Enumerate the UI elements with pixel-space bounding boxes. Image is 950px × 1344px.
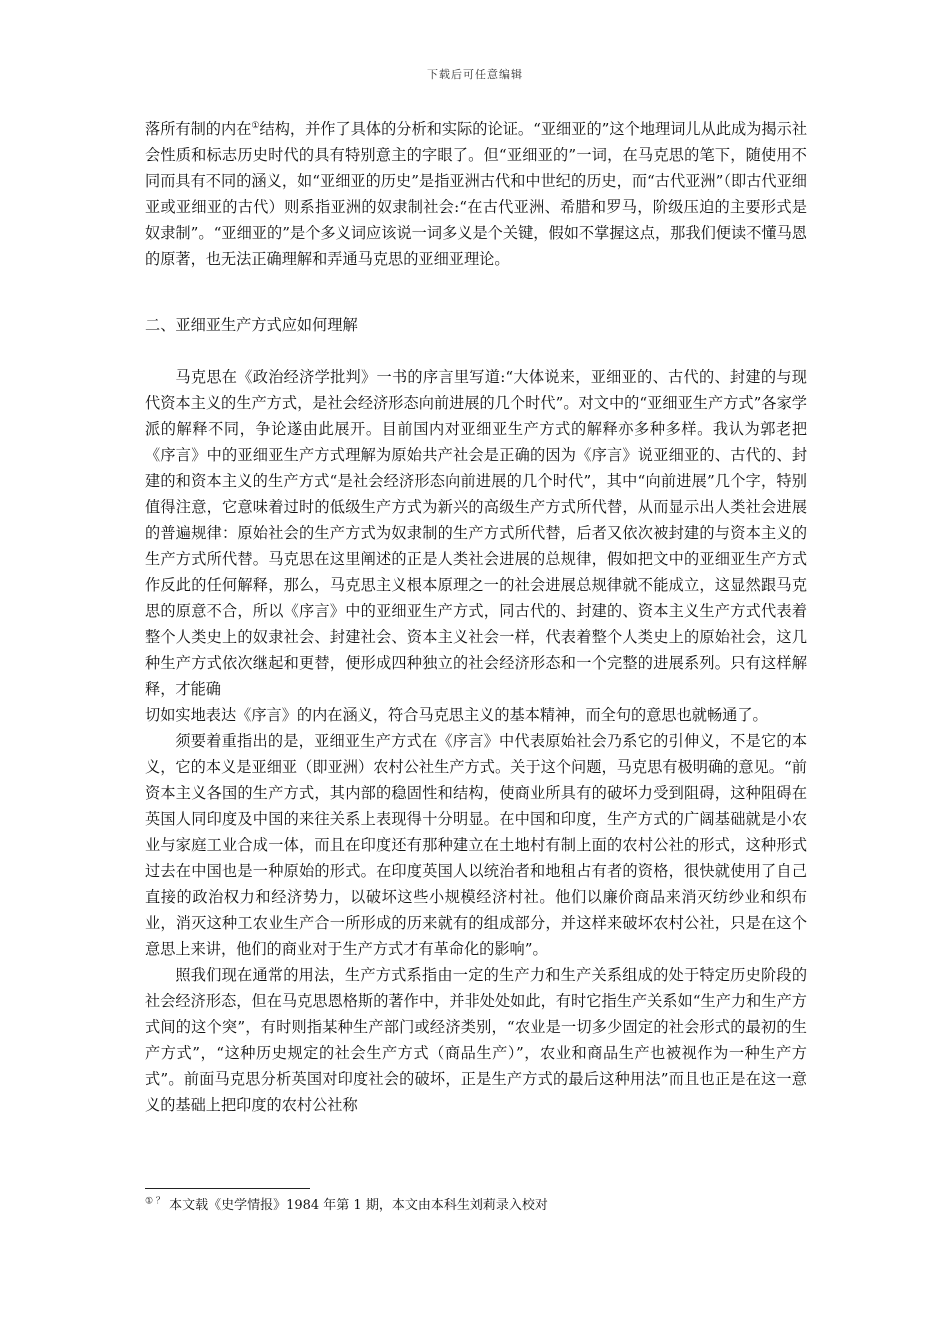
- paragraph-1-start: 落所有制的内在: [145, 120, 252, 138]
- section-body: [145, 364, 807, 1118]
- section-heading: 二、亚细亚生产方式应如何理解: [145, 316, 358, 334]
- paragraph-2-continuation: 切如实地表达《序言》的内在涵义，符合马克思主义的基本精神，而全句的意思也就畅通了。: [145, 706, 768, 724]
- footnote-divider: [145, 1188, 310, 1189]
- paragraph-2: 马克思在《政治经济学批判》一书的序言里写道:“大体说来，亚细亚的、古代的、封建的与现代资本主义的生产方式，是社会经济形态向前进展的几个时代”。对文中的“亚细亚生产方式”各家学派的解释不同，争论遂由此展开。目前国内对亚细亚生产方式的解释亦多种多样。我认为郭老把《序言》中的亚细亚生产方式理解为原始共产社会是正确的因为《序言》说亚细亚的、古代的、封建的和资本主义的生产方式“是社会经济形态向前进展的几个时代”，其中“向前进展”几个字，特别值得注意，它意味着过时的低级生产方式为新兴的高级生产方式所代替，从而显示出人类社会进展的普遍规律：原始社会的生产方式为奴隶制的生产方式所代替，后者又依次被封建的与资本主义的生产方式所代替。马克思在这里阐述的正是人类社会进展的总规律，假如把文中的亚细亚生产方式作反此的任何解释，那么，马克思主义根本原理之一的社会进展总规律就不能成立，这显然跟马克思的原意不合，所以《序言》中的亚细亚生产方式，同古代的、封建的、资本主义生产方式代表着整个人类史上的奴隶社会、封建社会、资本主义社会一样，代表着整个人类史上的原始社会，这几种生产方式依次继起和更替，便形成四种独立的社会经济形态和一个完整的进展系列。只有这样解释，才能确: [145, 368, 807, 698]
- paragraph-4: 照我们现在通常的用法，生产方式系指由一定的生产力和生产关系组成的处于特定历史阶段的社会经济形态，但在马克思恩格斯的著作中，并非处处如此，有时它指生产关系如“生产力和生产方式间的这个突”，有时则指某种生产部门或经济类别，“农业是一切多少固定的社会形式的最初的生产方式”，“这种历史规定的社会生产方式（商品生产）”，农业和商品生产也被视作为一种生产方式”。前面马克思分析英国对印度社会的破坏，正是生产方式的最后这种用法”而且也正是在这一意义的基础上把印度的农村公社称: [145, 966, 807, 1114]
- footnote-reference[interactable]: ①: [251, 120, 260, 131]
- footnote: [145, 1196, 548, 1216]
- paragraph-continued: [145, 116, 807, 272]
- paragraph-1-rest: 结构，并作了具体的分析和实际的论证。“亚细亚的”这个地理词儿从此成为揭示社会性质和标志历史时代的具有特别意主的字眼了。但“亚细亚的”一词，在马克思的笔下，随使用不同而具有不同的涵义，如“亚细亚的历史”是指亚洲古代和中世纪的历史，而“古代亚洲”（即古代亚细亚或亚细亚的古代）则系指亚洲的奴隶制社会:“在古代亚洲、希腊和罗马，阶级压迫的主要形式是奴隶制”。“亚细亚的”是个多义词应该说一词多义是个关键，假如不掌握这点，那我们便读不懂马恩的原著，也无法正确理解和弄通马克思的亚细亚理论。: [145, 120, 808, 268]
- paragraph-3: 须要着重指出的是，亚细亚生产方式在《序言》中代表原始社会乃系它的引伸义，不是它的本义，它的本义是亚细亚（即亚洲）农村公社生产方式。关于这个问题，马克思有极明确的意见。“前资本主义各国的生产方式，其内部的稳固性和结构，使商业所具有的破坏力受到阻碍，这种阻碍在英国人同印度及中国的来往关系上表现得十分明显。在中国和印度，生产方式的广阔基础就是小农业与家庭工业合成一体，而且在印度还有那种建立在土地村有制上面的农村公社的形式，这种形式过去在中国也是一种原始的形式。在印度英国人以统治者和地租占有者的资格，很快就使用了自己直接的政治权力和经济势力，以破坏这些小规模经济村社。他们以廉价商品来消灭纺纱业和织布业，消灭这种工农业生产合一所形成的历来就有的组成部分，并这样来破坏农村公社，只是在这个意思上来讲，他们的商业对于生产方式才有革命化的影响”。: [145, 732, 807, 958]
- page-header: 下载后可任意编辑: [427, 68, 523, 81]
- footnote-text: 本文载《史学情报》1984 年第 1 期，本文由本科生刘莉录入校对: [169, 1198, 548, 1213]
- footnote-mark: ① ？: [145, 1196, 165, 1207]
- paragraph-1: [145, 116, 807, 272]
